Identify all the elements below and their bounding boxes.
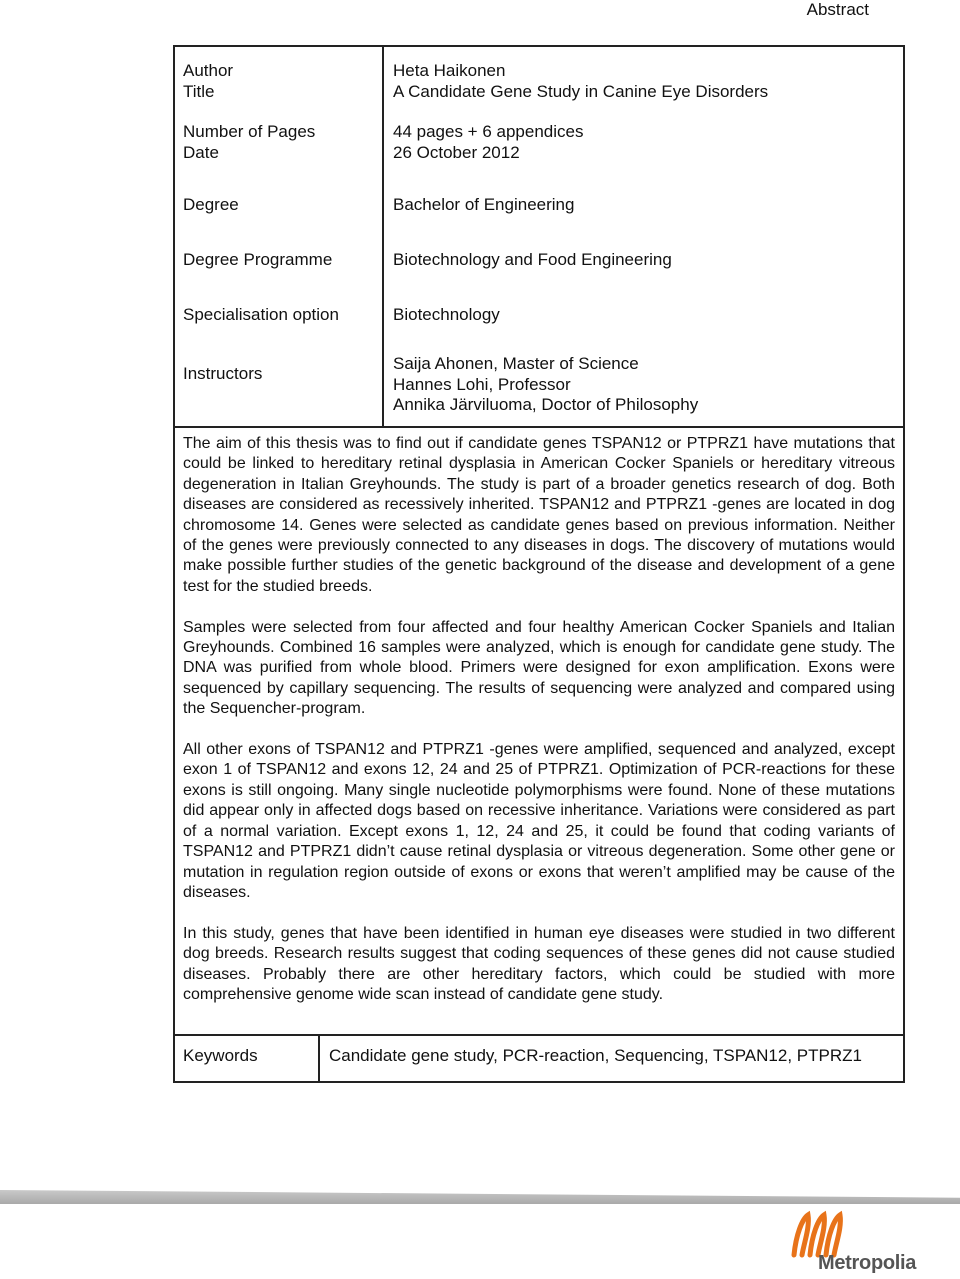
keywords-label: Keywords (183, 1046, 258, 1065)
column-divider (382, 45, 384, 427)
abstract-paragraph: The aim of this thesis was to find out if candidate genes TSPAN12 or PTPRZ1 have mutations that could be linked to hereditary retinal dysplasia in American Cocker Spaniels or hereditary vitreous degeneration in Italian Greyhounds. The study is part of a broader genetics research of dog. Both diseases are considered as recessively inherited. TSPAN12 and PTPRZ1 -genes are located in dog chromosome 14. Genes were selected as candidate genes based on previous information. Neither of the genes were previously connected to any diseases in dogs. The discovery of mutations would make possible further studies of the genetic background of the disease and development of a gene test for the studied breeds. (183, 435, 895, 595)
instructors-label: Instructors (183, 364, 263, 383)
degree-label: Degree (183, 195, 239, 214)
specialisation-value: Biotechnology (393, 305, 500, 324)
author-title-values (393, 61, 768, 102)
pages-value: 44 pages + 6 appendices (393, 122, 584, 141)
degree-value: Bachelor of Engineering (393, 195, 575, 214)
author-label: Author (183, 61, 234, 80)
footer-band (0, 1190, 960, 1204)
instructor-item: Saija Ahonen, Master of Science (393, 354, 639, 373)
title-label: Title (183, 81, 215, 101)
author-title-labels (183, 61, 233, 102)
instructors-list (393, 354, 698, 416)
specialisation-label: Specialisation option (183, 305, 339, 324)
keywords-divider (318, 1034, 320, 1083)
keywords-value: Candidate gene study, PCR-reaction, Sequencing, TSPAN12, PTPRZ1 (329, 1046, 862, 1065)
abstract-body (183, 434, 895, 1026)
pages-date-values (393, 122, 583, 163)
instructor-item: Annika Järviluoma, Doctor of Philosophy (393, 395, 699, 414)
instructor-item: Hannes Lohi, Professor (393, 374, 571, 394)
programme-value: Biotechnology and Food Engineering (393, 250, 672, 269)
date-label: Date (183, 142, 219, 162)
programme-label: Degree Programme (183, 250, 333, 269)
pages-label: Number of Pages (183, 122, 316, 141)
pages-date-labels (183, 122, 315, 163)
author-value: Heta Haikonen (393, 61, 506, 80)
title-value: A Candidate Gene Study in Canine Eye Disorders (393, 81, 769, 101)
logo-wordmark: Metropolia (818, 1252, 917, 1274)
abstract-paragraph: Samples were selected from four affected and four healthy American Cocker Spaniels and Italian Greyhounds. Combined 16 samples were analyzed, which is enough for candidate gene study. The DNA was purified from whole blood. Primers were designed for exon amplification. Exons were sequenced by capillary sequencing. The results of sequencing were analyzed and compared using the Sequencher-program. (183, 618, 895, 718)
date-value: 26 October 2012 (393, 142, 520, 162)
metadata-divider (173, 426, 905, 428)
abstract-paragraph: All other exons of TSPAN12 and PTPRZ1 -genes were amplified, sequenced and analyzed, except exon 1 of TSPAN12 and exons 12, 24 and 25 of PTPRZ1. Optimization of PCR-reactions for these exons is still ongoing. Many single nucleotide polymorphisms were found. None of these mutations did appear only in affected dogs based on recessive inheritance. Variations were considered as part of a normal variation. Except exons 1, 12, 24 and 25, it could be found that coding variants of TSPAN12 and PTPRZ1 didn’t cause retinal dysplasia or vitreous degeneration. Some other gene or mutation in regulation region outside of exons or exons that weren’t amplified may be cause of the diseases. (183, 741, 895, 901)
abstract-paragraph: In this study, genes that have been identified in human eye diseases were studied in two different dog breeds. Research results suggest that coding sequences of these genes did not cause studied diseases. Probably there are other hereditary factors, which could be studied with more comprehensive genome wide scan instead of candidate gene study. (183, 924, 895, 1003)
page-header: Abstract (806, 0, 869, 19)
